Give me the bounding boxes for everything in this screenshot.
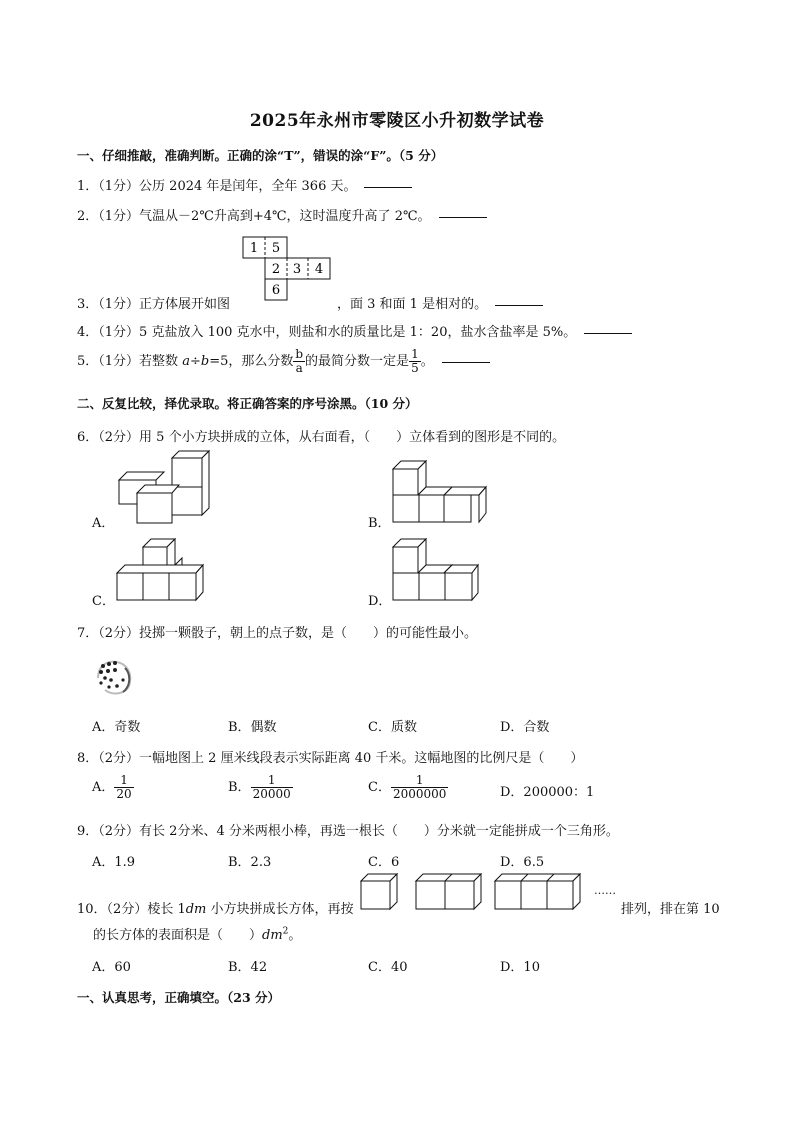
question-3-prefix: 3．（1分）正方体展开如图: [77, 297, 231, 312]
q7-option-d[interactable]: D．合数: [500, 720, 550, 735]
question-5-text: 5．（1分）若整数: [77, 354, 183, 369]
net-face-6: 6: [271, 283, 281, 298]
net-face-2: 2: [271, 262, 281, 277]
answer-blank-4[interactable]: [584, 332, 632, 334]
var-a: a: [182, 354, 190, 369]
question-7-text: 7．（2分）投掷一颗骰子，朝上的点子数，是（ ）的可能性最小。: [77, 626, 478, 641]
answer-blank-1[interactable]: [364, 186, 412, 188]
fraction-one-fifth: [409, 348, 421, 375]
option-a-label[interactable]: A．: [92, 516, 115, 531]
question-10-line2-text: 的长方体的表面积是（ ）: [93, 928, 263, 943]
question-2: [77, 205, 487, 224]
q7-option-c[interactable]: C．质数: [368, 720, 417, 735]
option-d-cube-figure: [392, 535, 487, 603]
question-10-line2: [93, 924, 301, 943]
q7-option-a[interactable]: A．奇数: [92, 720, 141, 735]
fraction-numerator: 1: [114, 774, 133, 788]
net-face-5: 5: [271, 241, 281, 256]
section-3-heading: 一、认真思考，正确填空。（23 分）: [77, 990, 280, 1005]
q7-option-b[interactable]: B．偶数: [228, 720, 277, 735]
option-letter: B．: [228, 780, 251, 795]
question-5-text-mid: =5，那么分数: [209, 354, 294, 369]
fraction: [251, 774, 293, 801]
fraction-numerator: 1: [391, 774, 448, 788]
answer-blank-2[interactable]: [439, 216, 487, 218]
fraction-numerator: 1: [411, 347, 419, 361]
question-5: [77, 348, 490, 375]
q10-option-a[interactable]: A．60: [92, 960, 131, 975]
question-10-end: 。: [288, 928, 302, 943]
question-5-text-mid2: 的最简分数一定是: [305, 354, 410, 369]
option-c-cube-figure: [116, 538, 211, 603]
exam-title: 2025年永州市零陵区小升初数学试卷: [249, 111, 545, 131]
question-3: [337, 293, 543, 312]
fraction-b-over-a: [293, 348, 305, 375]
q8-option-a[interactable]: [92, 774, 134, 801]
question-10-line1: [77, 898, 354, 917]
q9-option-a[interactable]: A．1.9: [92, 855, 136, 870]
q10-option-c[interactable]: C．40: [368, 960, 408, 975]
option-d-label[interactable]: D．: [368, 594, 392, 609]
superscript: 2: [282, 926, 289, 937]
divide-sign: ÷: [189, 354, 201, 369]
fraction: [391, 774, 448, 801]
cuboid-sequence-figure: [360, 873, 585, 913]
var-b: b: [200, 354, 210, 369]
section-1-heading: 一、仔细推敲，准确判断。正确的涂“T”，错误的涂“F”。（5 分）: [77, 148, 444, 163]
q8-option-b[interactable]: [228, 774, 293, 801]
option-letter: A．: [92, 780, 115, 795]
question-3-suffix: ，面 3 和面 1 是相对的。: [337, 297, 488, 312]
question-1-text: 1．（1分）公历 2024 年是闰年，全年 366 天。: [77, 179, 357, 194]
fraction-numerator: b: [295, 347, 304, 361]
question-10-text-end: 排列，排在第 10: [621, 902, 720, 917]
option-b-label[interactable]: B．: [368, 516, 391, 531]
q10-option-d[interactable]: D．10: [500, 960, 540, 975]
q10-option-b[interactable]: B．42: [228, 960, 268, 975]
unit-dm: dm: [262, 928, 283, 943]
fraction-numerator: 1: [251, 774, 293, 788]
q9-option-b[interactable]: B．2.3: [228, 855, 272, 870]
net-face-4: 4: [314, 262, 324, 277]
question-10-text: 10．（2分）棱长 1: [77, 902, 186, 917]
fraction-denominator: 5: [411, 361, 419, 375]
question-8-text: 8．（2分）一幅地图上 2 厘米线段表示实际距离 40 千米。这幅地图的比例尺是（ ）: [77, 751, 584, 766]
question-9-text: 9．（2分）有长 2分米、4 分米两根小棒，再选一根长（ ）分米就一定能拼成一个三角形。: [77, 824, 619, 839]
fraction-denominator: 20000: [252, 787, 291, 801]
cube-net-figure: [242, 236, 342, 306]
question-6-text: 6．（2分）用 5 个小方块拼成的立体，从右面看，（ ）立体看到的图形是不同的。: [77, 430, 566, 445]
option-a-cube-figure: [117, 450, 217, 525]
q9-option-c[interactable]: C．6: [368, 855, 400, 870]
question-1: [77, 175, 412, 194]
option-b-cube-figure: [392, 460, 492, 525]
q8-option-c[interactable]: [368, 774, 448, 801]
net-face-3: 3: [292, 262, 302, 277]
question-4: [77, 321, 632, 340]
option-c-label[interactable]: C．: [92, 594, 115, 609]
question-2-text: 2．（1分）气温从－2℃升高到+4℃，这时温度升高了 2℃。: [77, 209, 431, 224]
question-10-text-mid: 小方块拼成长方体，再按: [206, 902, 354, 917]
fraction-denominator: a: [295, 361, 303, 375]
fraction-denominator: 2000000: [392, 787, 447, 801]
fraction: [114, 774, 133, 801]
answer-blank-5[interactable]: [442, 361, 490, 363]
option-letter: C．: [368, 780, 391, 795]
unit-dm: dm: [185, 902, 207, 917]
sequence-ellipsis: ……: [594, 884, 616, 897]
question-5-end: 。: [420, 354, 434, 369]
answer-blank-3[interactable]: [495, 304, 543, 306]
q9-option-d[interactable]: D．6.5: [500, 855, 545, 870]
section-2-heading: 二、反复比较，择优录取。将正确答案的序号涂黑。（10 分）: [77, 396, 418, 411]
fraction-denominator: 20: [116, 787, 132, 801]
dice-icon: [95, 658, 135, 698]
q8-option-d[interactable]: D．200000：1: [500, 785, 595, 800]
question-4-text: 4．（1分）5 克盐放入 100 克水中，则盐和水的质量比是 1：20，盐水含盐率是 5%。: [77, 325, 577, 340]
net-face-1: 1: [249, 241, 259, 256]
